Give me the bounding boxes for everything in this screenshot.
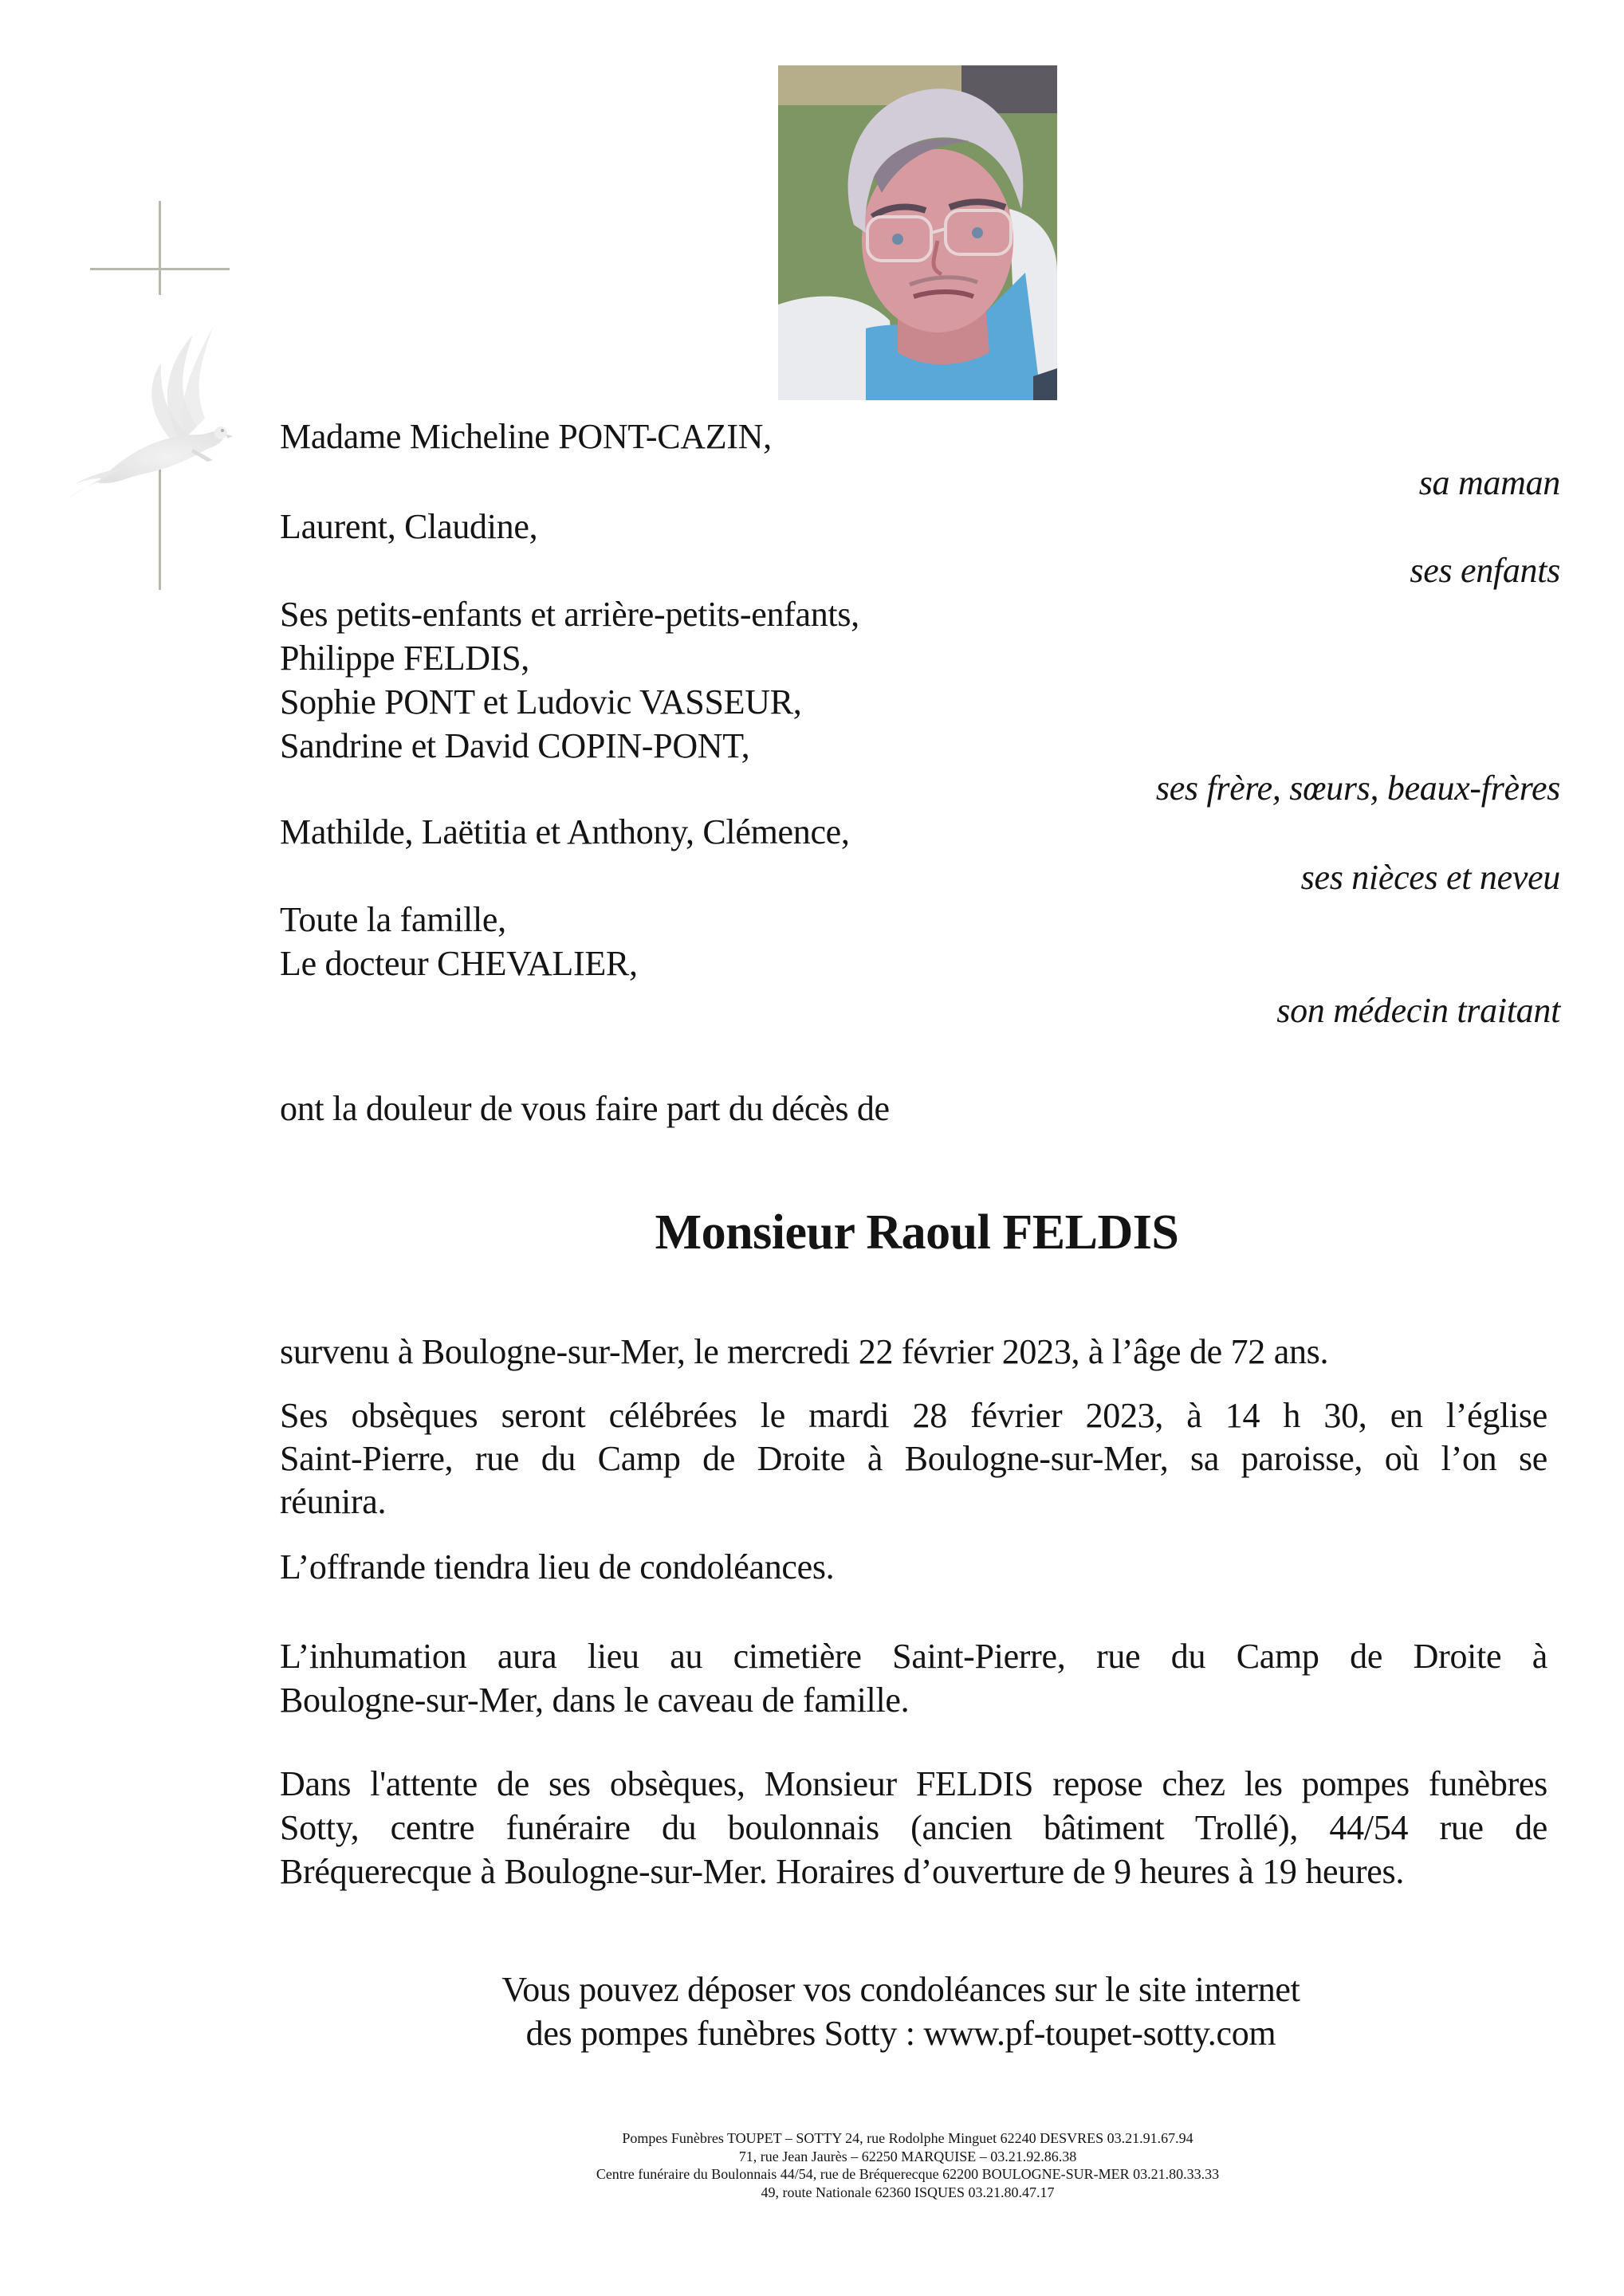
portrait-photo — [778, 65, 1057, 400]
offering-text: L’offrande tiendra lieu de condoléances. — [280, 1547, 835, 1586]
repose-line: Bréquerecque à Boulogne-sur-Mer. Horaires d’ouverture de 9 heures à 19 heures. — [280, 1852, 1405, 1891]
cross-icon-crossbar — [90, 268, 230, 270]
announcement-text: ont la douleur de vous faire part du décès de — [280, 1089, 890, 1128]
footer-line: Pompes Funèbres TOUPET – SOTTY 24, rue Rodolphe Minguet 62240 DESVRES 03.21.91.67.94 — [622, 2130, 1193, 2146]
family-line: Le docteur CHEVALIER, — [280, 944, 638, 983]
family-line: Sophie PONT et Ludovic VASSEUR, — [280, 682, 802, 721]
burial-line: Boulogne-sur-Mer, dans le caveau de famille. — [280, 1681, 910, 1720]
family-line: Philippe FELDIS, — [280, 639, 529, 678]
family-line: Ses petits-enfants et arrière-petits-enfants, — [280, 595, 859, 634]
relation-label: ses nièces et neveu — [1300, 858, 1560, 897]
relation-label: ses frère, sœurs, beaux-frères — [1155, 769, 1560, 808]
relation-label: sa maman — [1418, 463, 1560, 502]
condolences-url-line[interactable]: des pompes funèbres Sotty : www.pf-toupet-sotty.com — [525, 2014, 1276, 2053]
footer-line: 49, route Nationale 62360 ISQUES 03.21.80.47.17 — [761, 2184, 1055, 2200]
portrait-illustration — [778, 65, 1057, 400]
family-line: Mathilde, Laëtitia et Anthony, Clémence, — [280, 812, 850, 851]
family-line: Madame Micheline PONT-CAZIN, — [280, 417, 772, 456]
burial-line: L’inhumation aura lieu au cimetière Saint-Pierre, rue du Camp de Droite à — [280, 1637, 1547, 1676]
deceased-name-heading: Monsieur Raoul FELDIS — [655, 1205, 1179, 1260]
repose-line: Dans l'attente de ses obsèques, Monsieur FELDIS repose chez les pompes funèbres — [280, 1764, 1547, 1803]
death-details: survenu à Boulogne-sur-Mer, le mercredi 22 février 2023, à l’âge de 72 ans. — [280, 1332, 1329, 1371]
relation-label: son médecin traitant — [1276, 991, 1560, 1030]
dove-icon — [65, 315, 237, 498]
footer-line: Centre funéraire du Boulonnais 44/54, rue de Bréquerecque 62200 BOULOGNE-SUR-MER 03.21.80.33.33 — [596, 2166, 1220, 2182]
cross-icon-upper-stem — [159, 201, 161, 295]
family-line: Toute la famille, — [280, 900, 506, 939]
relation-label: ses enfants — [1410, 551, 1560, 590]
condolences-line: Vous pouvez déposer vos condoléances sur le site internet — [501, 1970, 1300, 2009]
funeral-line: Saint-Pierre, rue du Camp de Droite à Boulogne-sur-Mer, sa paroisse, où l’on se — [280, 1439, 1547, 1478]
funeral-line: Ses obsèques seront célébrées le mardi 28 février 2023, à 14 h 30, en l’église — [280, 1396, 1547, 1435]
family-line: Sandrine et David COPIN-PONT, — [280, 726, 750, 765]
repose-line: Sotty, centre funéraire du boulonnais (ancien bâtiment Trollé), 44/54 rue de — [280, 1808, 1547, 1847]
footer-line: 71, rue Jean Jaurès – 62250 MARQUISE – 03.21.92.86.38 — [738, 2149, 1077, 2164]
funeral-line: réunira. — [280, 1482, 387, 1521]
family-line: Laurent, Claudine, — [280, 507, 538, 546]
